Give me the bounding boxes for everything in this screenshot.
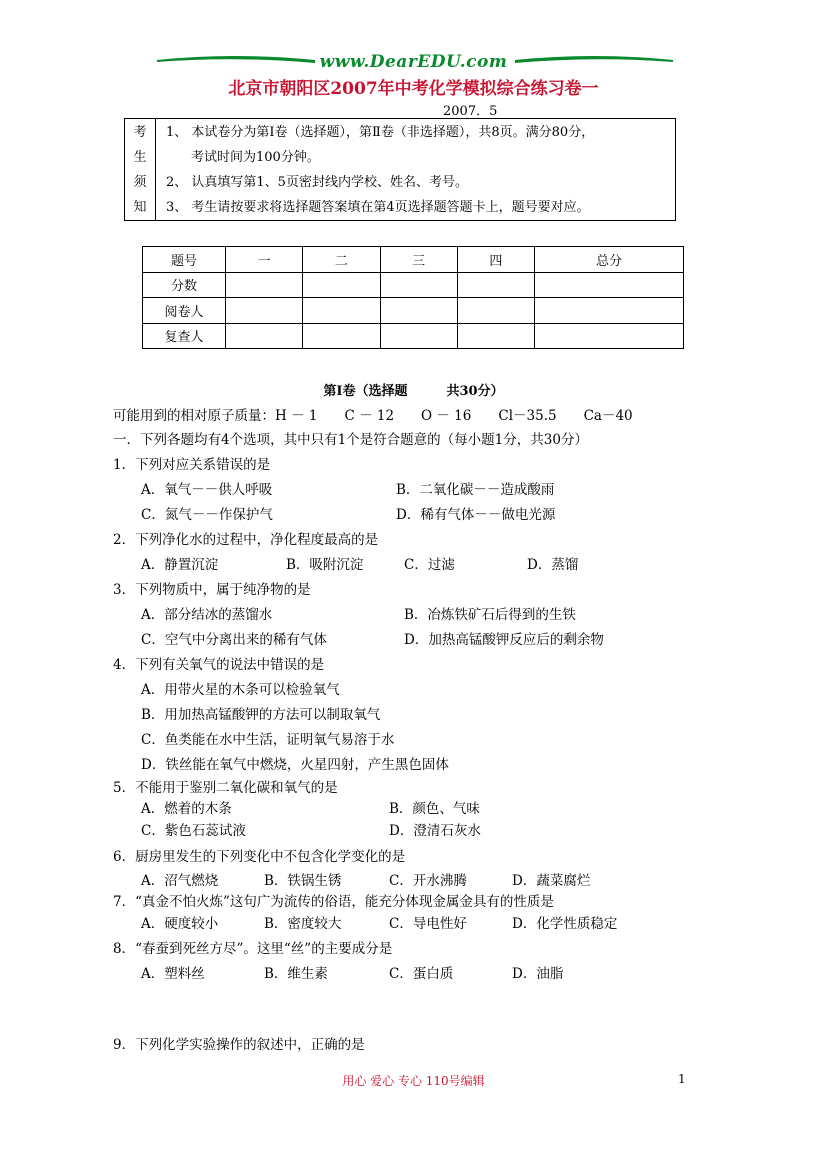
- notice-content: [156, 119, 676, 221]
- table-header-cell: 二: [303, 247, 380, 273]
- option: A．静置沉淀: [141, 557, 219, 573]
- option: D．蒸馏: [527, 557, 579, 573]
- question-3: 3．下列物质中，属于纯净物的是: [113, 582, 311, 598]
- option: B．吸附沉淀: [286, 557, 364, 573]
- option: C．开水沸腾: [389, 873, 467, 889]
- option: A．部分结冰的蒸馏水: [141, 607, 273, 623]
- page-number: 1: [678, 1072, 686, 1086]
- question-8: 8．“春蚕到死丝方尽”。这里“丝”的主要成分是: [113, 941, 393, 957]
- question-4: 4．下列有关氧气的说法中错误的是: [113, 657, 325, 673]
- table-header-cell: 一: [226, 247, 303, 273]
- table-header-cell: 四: [457, 247, 534, 273]
- option: D．蔬菜腐烂: [512, 873, 591, 889]
- table-row: [143, 298, 684, 324]
- site-watermark[interactable]: www.DearEDU.com: [319, 52, 508, 72]
- notice-line: 2、 认真填写第1、5页密封线内学校、姓名、考号。: [166, 175, 468, 190]
- table-row: [143, 323, 684, 349]
- option: C．过滤: [404, 557, 455, 573]
- table-cell: [380, 272, 457, 298]
- exam-notice-box: [124, 118, 676, 221]
- option: D．加热高锰酸钾反应后的剩余物: [404, 632, 604, 648]
- table-row: [143, 247, 684, 273]
- option: C．导电性好: [389, 916, 467, 932]
- table-cell: [380, 298, 457, 324]
- table-cell: [535, 298, 684, 324]
- exam-date: 2007．5: [443, 104, 498, 119]
- notice-label-char: 考: [133, 125, 147, 140]
- table-cell: [226, 323, 303, 349]
- page-footer: 用心 爱心 专心 110号编辑: [342, 1074, 485, 1088]
- table-cell: [457, 323, 534, 349]
- table-cell: [303, 323, 380, 349]
- option: A．硬度较小: [141, 916, 219, 932]
- option: B．颜色、气味: [389, 801, 480, 817]
- notice-line: 考试时间为100分钟。: [191, 150, 320, 165]
- atomic-masses: 可能用到的相对原子质量：H － 1 C － 12 O － 16 Cl－35.5 Ca－40: [113, 408, 633, 424]
- score-table: [142, 246, 684, 349]
- table-row: [143, 272, 684, 298]
- question-9: 9．下列化学实验操作的叙述中，正确的是: [113, 1037, 365, 1053]
- question-2: 2．下列净化水的过程中，净化程度最高的是: [113, 532, 379, 548]
- option: B．用加热高锰酸钾的方法可以制取氧气: [141, 707, 381, 723]
- section-title: 第Ⅰ卷（选择题 共30分）: [323, 384, 504, 399]
- option: C．氮气－－作保护气: [141, 507, 273, 523]
- option: C．鱼类能在水中生活，证明氧气易溶于水: [141, 732, 395, 748]
- page-title: 北京市朝阳区2007年中考化学模拟综合练习卷一: [228, 79, 599, 99]
- table-row-label: 复查人: [143, 323, 226, 349]
- option: C．空气中分离出来的稀有气体: [141, 632, 327, 648]
- table-cell: [303, 298, 380, 324]
- notice-line: 1、 本试卷分为第Ⅰ卷（选择题），第Ⅱ卷（非选择题），共8页。满分80分，: [166, 125, 595, 140]
- option: A．沼气燃烧: [141, 873, 219, 889]
- option: B．维生素: [264, 966, 328, 982]
- notice-label: [125, 119, 156, 221]
- table-cell: [303, 272, 380, 298]
- notice-label-char: 知: [133, 200, 147, 215]
- option: C．紫色石蕊试液: [141, 823, 246, 839]
- table-cell: [457, 298, 534, 324]
- question-7: 7．“真金不怕火炼”这句广为流传的俗语，能充分体现金属金具有的性质是: [113, 894, 554, 910]
- option: B．铁锅生锈: [264, 873, 342, 889]
- table-header-cell: 总分: [535, 247, 684, 273]
- option: B．二氧化碳－－造成酸雨: [396, 482, 555, 498]
- table-header-cell: 三: [380, 247, 457, 273]
- table-cell: [457, 272, 534, 298]
- option: D．澄清石灰水: [389, 823, 481, 839]
- option: A．用带火星的木条可以检验氧气: [141, 682, 340, 698]
- question-5: 5．不能用于鉴别二氧化碳和氧气的是: [113, 780, 338, 796]
- option: C．蛋白质: [389, 966, 454, 982]
- table-header-cell: 题号: [143, 247, 226, 273]
- option: D．化学性质稳定: [512, 916, 618, 932]
- option: A．燃着的木条: [141, 801, 232, 817]
- table-cell: [535, 323, 684, 349]
- table-cell: [535, 272, 684, 298]
- option: A．塑料丝: [141, 966, 205, 982]
- notice-label-char: 须: [133, 175, 147, 190]
- option: A．氧气－－供人呼吸: [141, 482, 273, 498]
- option: B．密度较大: [264, 916, 342, 932]
- option: D．稀有气体－－做电光源: [396, 507, 556, 523]
- table-row-label: 分数: [143, 272, 226, 298]
- question-1: 1．下列对应关系错误的是: [113, 457, 271, 473]
- part-one-instructions: 一．下列各题均有4个选项，其中只有1个是符合题意的（每小题1分，共30分）: [113, 432, 588, 448]
- table-row-label: 阅卷人: [143, 298, 226, 324]
- question-6: 6．厨房里发生的下列变化中不包含化学变化的是: [113, 849, 406, 865]
- option: D．铁丝能在氧气中燃烧，火星四射，产生黑色固体: [141, 757, 449, 773]
- notice-label-char: 生: [133, 150, 147, 165]
- option: D．油脂: [512, 966, 564, 982]
- notice-line: 3、 考生请按要求将选择题答案填在第4页选择题答题卡上，题号要对应。: [166, 200, 590, 215]
- table-cell: [380, 323, 457, 349]
- option: B．冶炼铁矿石后得到的生铁: [404, 607, 576, 623]
- table-cell: [226, 298, 303, 324]
- table-cell: [226, 272, 303, 298]
